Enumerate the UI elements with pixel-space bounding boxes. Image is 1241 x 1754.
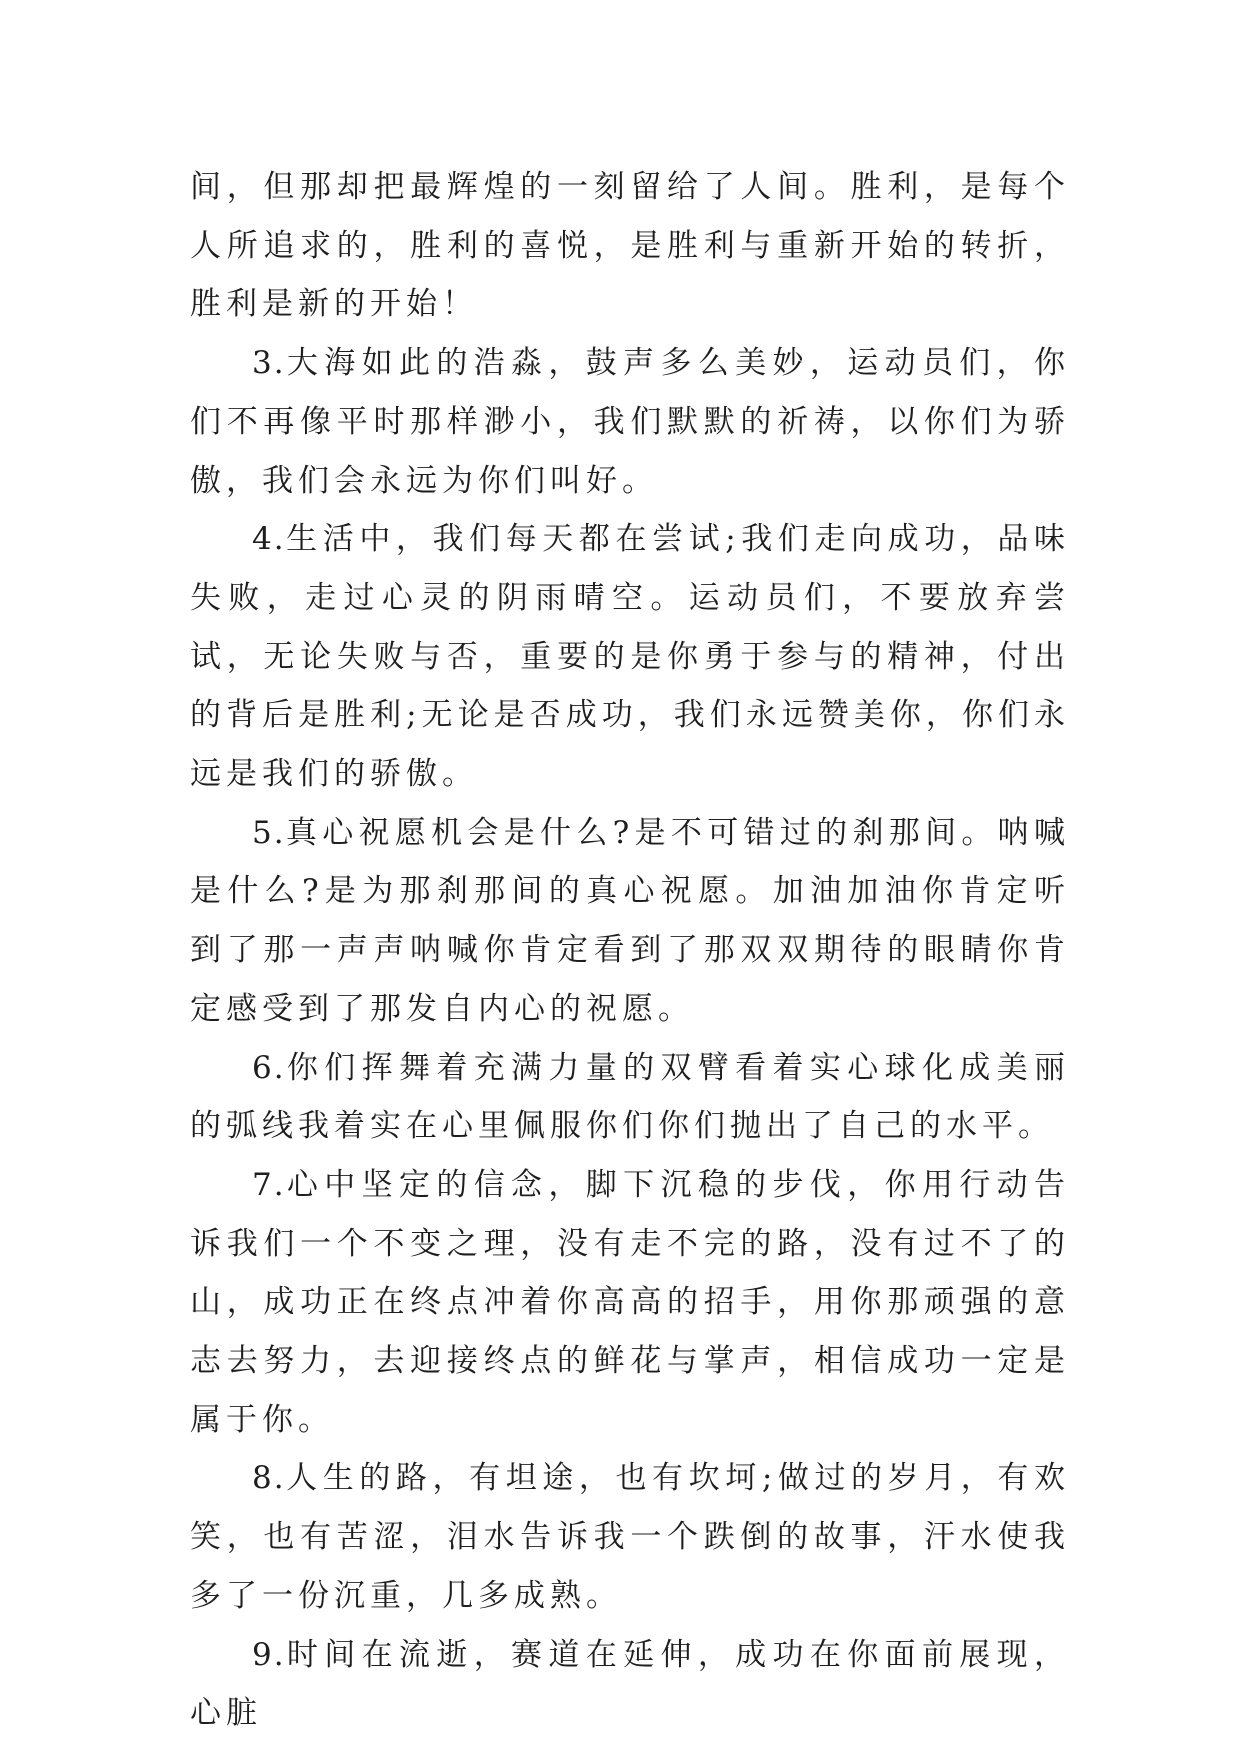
paragraph-number: 9. [252, 1636, 286, 1673]
paragraph-6 [190, 1039, 1070, 1156]
paragraph-number: 5. [252, 814, 286, 851]
paragraph-4 [190, 510, 1070, 804]
paragraph-number: 3. [252, 345, 286, 382]
paragraph-text: 大海如此的浩淼，鼓声多么美妙，运动员们，你们不再像平时那样渺小，我们默默的祈祷，以你们为骄傲，我们会永远为你们叫好。 [190, 345, 1070, 499]
paragraph-text: 真心祝愿机会是什么?是不可错过的刹那间。呐喊是什么?是为那刹那间的真心祝愿。加油加油你肯定听到了那一声声呐喊你肯定看到了那双双期待的眼睛你肯定感受到了那发自内心的祝愿。 [190, 814, 1070, 1027]
paragraph-text: 生活中，我们每天都在尝试;我们走向成功，品味失败，走过心灵的阴雨晴空。运动员们，不要放弃尝试，无论失败与否，重要的是你勇于参与的精神，付出的背后是胜利;无论是否成功，我们永远赞美你，你们永远是我们的骄傲。 [190, 521, 1070, 793]
paragraph-number: 8. [252, 1460, 286, 1497]
paragraph-3 [190, 334, 1070, 510]
paragraph-5 [190, 804, 1070, 1039]
paragraph-continuation [190, 158, 1070, 334]
paragraph-7 [190, 1156, 1070, 1450]
paragraph-text: 心中坚定的信念，脚下沉稳的步伐，你用行动告诉我们一个不变之理，没有走不完的路，没有过不了的山，成功正在终点冲着你高高的招手，用你那顽强的意志去努力，去迎接终点的鲜花与掌声，相信成功一定是属于你。 [190, 1166, 1070, 1438]
paragraph-8 [190, 1449, 1070, 1625]
document-body [190, 158, 1070, 1743]
paragraph-text: 你们挥舞着充满力量的双臂看着实心球化成美丽的弧线我着实在心里佩服你们你们抛出了自己的水平。 [190, 1049, 1070, 1145]
paragraph-number: 6. [252, 1049, 286, 1086]
paragraph-number: 7. [252, 1166, 286, 1203]
paragraph-text: 人生的路，有坦途，也有坎坷;做过的岁月，有欢笑，也有苦涩，泪水告诉我一个跌倒的故事，汗水使我多了一份沉重，几多成熟。 [190, 1460, 1070, 1614]
paragraph-9 [190, 1626, 1070, 1743]
paragraph-text: 间，但那却把最辉煌的一刻留给了人间。胜利，是每个人所追求的，胜利的喜悦，是胜利与重新开始的转折，胜利是新的开始！ [190, 169, 1070, 323]
paragraph-text: 时间在流逝，赛道在延伸，成功在你面前展现，心脏 [190, 1636, 1070, 1732]
paragraph-number: 4. [252, 521, 286, 558]
